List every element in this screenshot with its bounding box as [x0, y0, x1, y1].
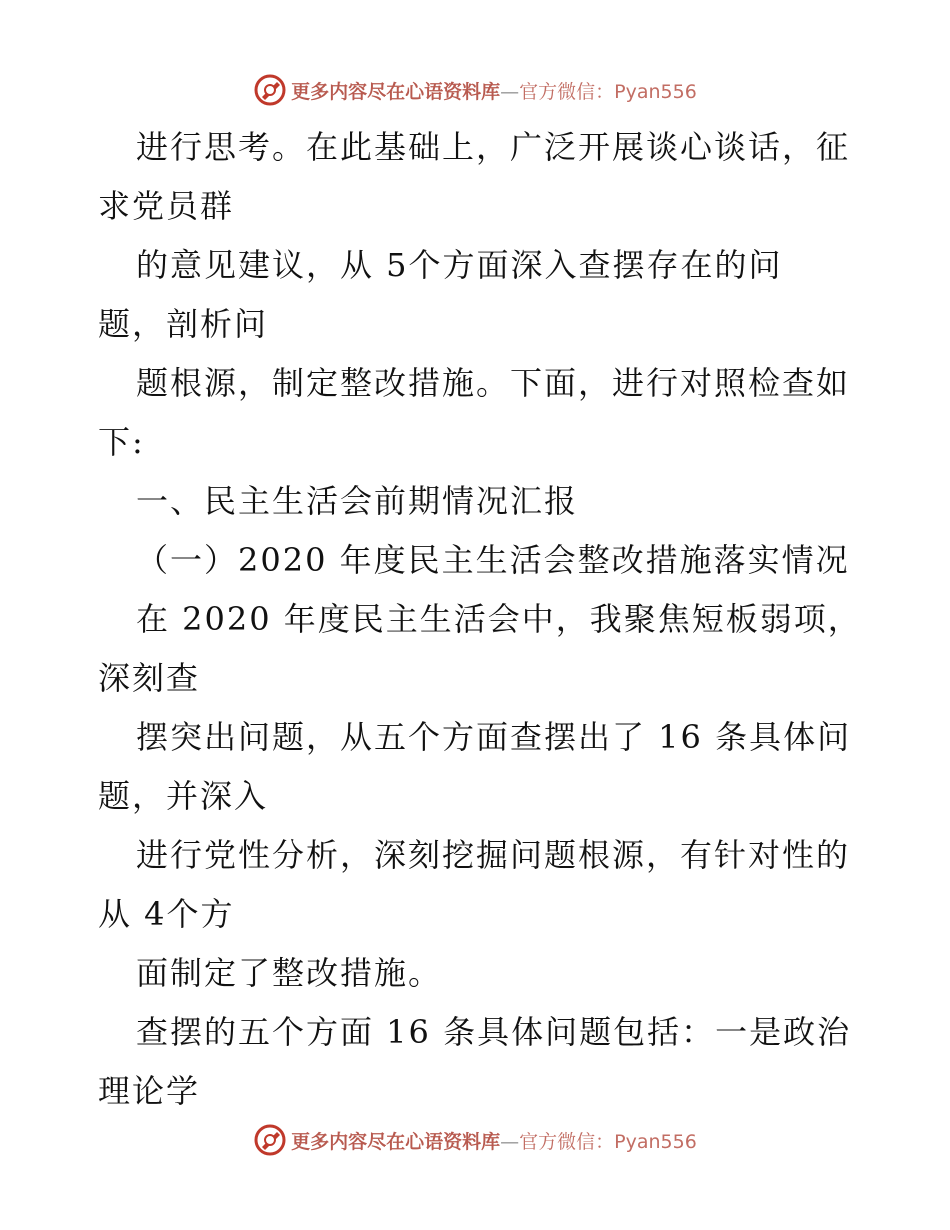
logo-icon: [253, 73, 287, 107]
header-watermark: [0, 70, 950, 110]
text-line: 题，并深入: [98, 777, 269, 815]
subsection-heading: （一）2020 年度民主生活会整改措施落实情况: [136, 541, 850, 579]
text-line: 求党员群: [98, 187, 235, 225]
text-line: 在 2020 年度民主生活会中，我聚焦短板弱项，: [136, 600, 862, 638]
text-line: 查摆的五个方面 16 条具体问题包括：一是政治: [136, 1013, 852, 1051]
text-line: 题，剖析问: [98, 305, 269, 343]
header-dash: —: [500, 80, 520, 103]
footer-dash: —: [500, 1130, 520, 1153]
text-line: 从 4个方: [98, 895, 235, 933]
document-body: [98, 118, 862, 1121]
footer-watermark: [0, 1120, 950, 1160]
text-line: 下:: [98, 423, 145, 461]
text-line: 题根源，制定整改措施。下面，进行对照检查如: [136, 364, 851, 402]
text-line: 进行党性分析，深刻挖掘问题根源，有针对性的: [136, 836, 851, 874]
section-heading: 一、民主生活会前期情况汇报: [136, 482, 579, 520]
text-line: 深刻查: [98, 659, 201, 697]
footer-text: 更多内容尽在心语资料库: [291, 1130, 501, 1153]
text-line: 理论学: [98, 1072, 201, 1110]
header-text: 更多内容尽在心语资料库: [291, 80, 501, 103]
text-line: 面制定了整改措施。: [136, 954, 443, 992]
footer-wechat: 官方微信：Pyan556: [519, 1130, 697, 1153]
text-line: 进行思考。在此基础上，广泛开展谈心谈话，征: [136, 128, 851, 166]
header-wechat: 官方微信：Pyan556: [519, 80, 697, 103]
logo-icon: [253, 1123, 287, 1157]
text-line: 摆突出问题，从五个方面查摆出了 16 条具体问: [136, 718, 852, 756]
text-line: 的意见建议，从 5个方面深入查摆存在的问: [136, 246, 783, 284]
